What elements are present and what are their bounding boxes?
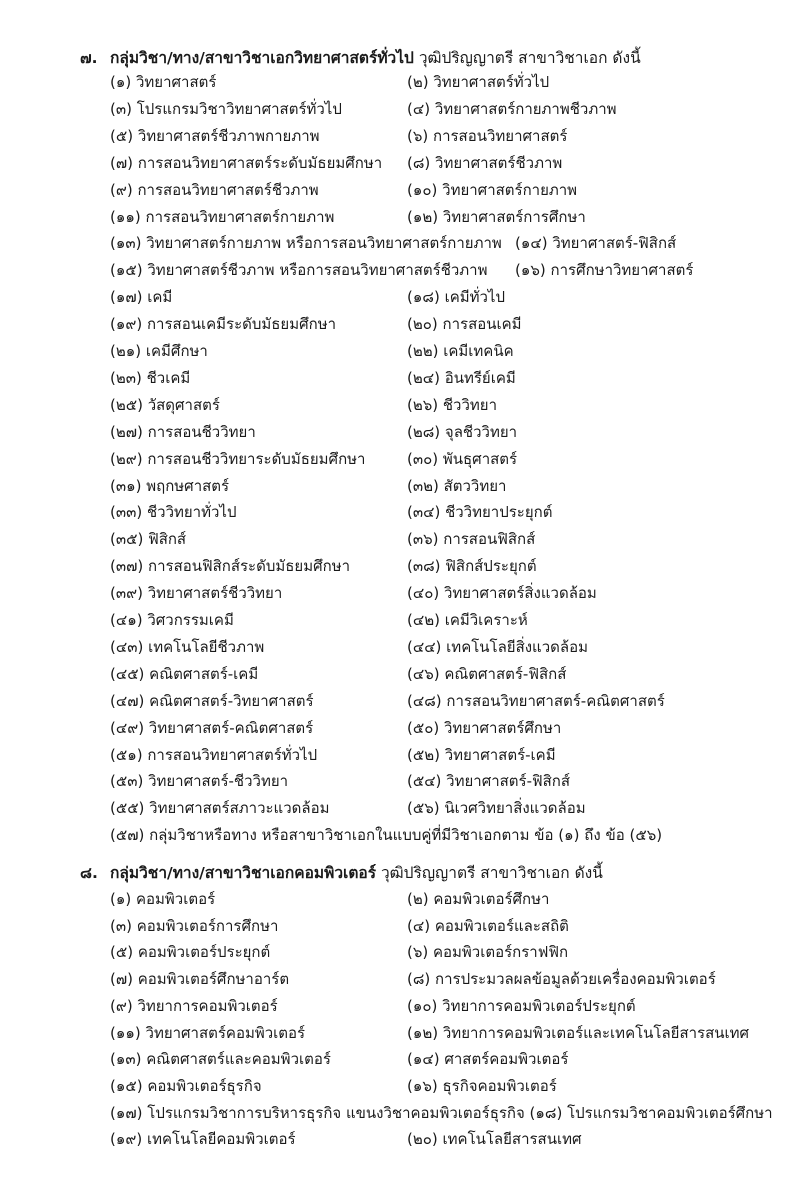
list-item: (๓๔) ชีววิทยาประยุกต์ (407, 503, 553, 522)
list-item: (๔) วิทยาศาสตร์กายภาพชีวภาพ (407, 99, 617, 118)
list-item: (๑๒) วิทยาการคอมพิวเตอร์และเทคโนโลยีสารสนเทศ (407, 1023, 750, 1042)
list-item: (๒๐) เทคโนโลยีสารสนเทศ (407, 1130, 582, 1149)
list-item: (๑๓) วิทยาศาสตร์กายภาพ หรือการสอนวิทยาศาสตร์กายภาพ (110, 234, 502, 253)
list-item: (๕๑) การสอนวิทยาศาสตร์ทั่วไป (110, 745, 318, 764)
list-item: (๑๑) วิทยาศาสตร์คอมพิวเตอร์ (110, 1023, 306, 1042)
list-item: (๔๖) คณิตศาสตร์-ฟิสิกส์ (407, 664, 567, 683)
list-row (110, 150, 790, 177)
list-item: (๑๐) วิทยาศาสตร์กายภาพ (407, 180, 578, 199)
list-item: (๘) วิทยาศาสตร์ชีวภาพ (407, 153, 563, 172)
list-item: (๕๖) นิเวศวิทยาสิ่งแวดล้อม (407, 799, 586, 818)
list-item: (๓๐) พันธุศาสตร์ (407, 449, 518, 468)
list-item: (๒๓) ชีวเคมี (110, 368, 191, 387)
list-item: (๒) คอมพิวเตอร์ศึกษา (407, 890, 550, 908)
list-row (110, 607, 790, 634)
list-row (110, 204, 790, 231)
section-title-bold: กลุ่มวิชา/ทาง/สาขาวิชาเอกคอมพิวเตอร์ (110, 864, 377, 882)
list-item: (๒๗) การสอนชีววิทยา (110, 422, 256, 441)
list-item: (๓๕) ฟิสิกส์ (110, 530, 187, 549)
list-row (110, 795, 790, 822)
list-row (110, 123, 790, 150)
list-row (110, 230, 790, 257)
list-item: (๒๘) จุลชีววิทยา (407, 422, 518, 441)
list-item: (๑๖) การศึกษาวิทยาศาสตร์ (515, 261, 694, 280)
list-row (110, 661, 790, 688)
list-item: (๕) คอมพิวเตอร์ประยุกต์ (110, 943, 271, 962)
list-item: (๓) คอมพิวเตอร์การศึกษา (110, 916, 279, 935)
section-number: ๘. (80, 864, 98, 882)
list-item: (๑๘) เคมีทั่วไป (407, 288, 505, 307)
list-item: (๑๙) การสอนเคมีระดับมัธยมศึกษา (110, 315, 337, 334)
list-item: (๑) วิทยาศาสตร์ (110, 73, 217, 91)
list-row (110, 634, 790, 661)
list-row (110, 886, 790, 913)
list-item: (๒๑) เคมีศึกษา (110, 342, 208, 360)
list-row (110, 1046, 790, 1073)
list-item: (๑๙) เทคโนโลยีคอมพิวเตอร์ (110, 1130, 296, 1149)
list-item: (๓๑) พฤกษศาสตร์ (110, 476, 230, 495)
list-item: (๓๓) ชีววิทยาทั่วไป (110, 503, 237, 522)
list-item: (๔) คอมพิวเตอร์และสถิติ (407, 916, 569, 935)
list-row (110, 939, 790, 966)
list-row (110, 742, 790, 769)
section-title-rest: วุฒิปริญญาตรี สาขาวิชาเอก ดังนี้ (376, 864, 603, 882)
list-item: (๕) วิทยาศาสตร์ชีวภาพกายภาพ (110, 126, 320, 145)
list-item: (๓๖) การสอนฟิสิกส์ (407, 530, 536, 549)
list-item: (๒๕) วัสดุศาสตร์ (110, 395, 220, 414)
list-item: (๔๙) วิทยาศาสตร์-คณิตศาสตร์ (110, 718, 314, 737)
list-row (110, 392, 790, 419)
list-item: (๕๓) วิทยาศาสตร์-ชีววิทยา (110, 772, 289, 791)
list-row (110, 473, 790, 500)
list-item: (๔๒) เคมีวิเคราะห์ (407, 611, 528, 629)
list-item: (๕๒) วิทยาศาสตร์-เคมี (407, 745, 556, 764)
section-8-heading (80, 862, 603, 884)
list-item: (๔๓) เทคโนโลยีชีวภาพ (110, 637, 265, 656)
list-item: (๑๕) วิทยาศาสตร์ชีวภาพ หรือการสอนวิทยาศาสตร์ชีวภาพ (110, 261, 488, 280)
list-item: (๓๘) ฟิสิกส์ประยุกต์ (407, 557, 537, 576)
list-row (110, 1073, 790, 1100)
list-item: (๒๙) การสอนชีววิทยาระดับมัธยมศึกษา (110, 449, 366, 468)
list-row (110, 526, 790, 553)
list-item: (๔๘) การสอนวิทยาศาสตร์-คณิตศาสตร์ (407, 691, 665, 710)
list-item: (๒๒) เคมีเทคนิค (407, 342, 514, 360)
list-row (110, 419, 790, 446)
list-row (110, 338, 790, 365)
list-row (110, 96, 790, 123)
list-row (110, 822, 790, 849)
list-item: (๑๒) วิทยาศาสตร์การศึกษา (407, 207, 586, 226)
list-item: (๓๗) การสอนฟิสิกส์ระดับมัธยมศึกษา (110, 557, 351, 576)
list-item: (๖) การสอนวิทยาศาสตร์ (407, 126, 568, 145)
list-row (110, 913, 790, 940)
list-row (110, 69, 790, 96)
list-item: (๓๒) สัตววิทยา (407, 476, 507, 495)
list-item: (๕๔) วิทยาศาสตร์-ฟิสิกส์ (407, 772, 571, 791)
list-row (110, 768, 790, 795)
list-row (110, 688, 790, 715)
list-item: (๖) คอมพิวเตอร์กราฟฟิก (407, 943, 569, 962)
list-item: (๙) วิทยาการคอมพิวเตอร์ (110, 996, 278, 1015)
list-item: (๔๗) คณิตศาสตร์-วิทยาศาสตร์ (110, 691, 314, 710)
list-item: (๓๙) วิทยาศาสตร์ชีววิทยา (110, 584, 283, 603)
list-row (110, 177, 790, 204)
list-row (110, 284, 790, 311)
list-item: (๗) คอมพิวเตอร์ศึกษาอาร์ต (110, 970, 290, 989)
list-row (110, 715, 790, 742)
list-row (110, 499, 790, 526)
list-item: (๒๔) อินทรีย์เคมี (407, 368, 516, 387)
list-item: (๑๐) วิทยาการคอมพิวเตอร์ประยุกต์ (407, 996, 636, 1015)
list-item: (๑๔) ศาสตร์คอมพิวเตอร์ (407, 1050, 569, 1069)
list-item: (๕๐) วิทยาศาสตร์ศึกษา (407, 718, 562, 737)
list-row (110, 1126, 790, 1153)
list-row (110, 580, 790, 607)
list-row (110, 1100, 790, 1127)
list-item: (๕๕) วิทยาศาสตร์สภาวะแวดล้อม (110, 799, 330, 818)
list-row (110, 311, 790, 338)
list-item: (๑๔) วิทยาศาสตร์-ฟิสิกส์ (515, 234, 677, 253)
list-item: (๔๐) วิทยาศาสตร์สิ่งแวดล้อม (407, 584, 597, 603)
list-item: (๒๐) การสอนเคมี (407, 315, 522, 334)
list-item: (๔๑) วิศวกรรมเคมี (110, 611, 234, 629)
section-title-rest: วุฒิปริญญาตรี สาขาวิชาเอก ดังนี้ (413, 49, 641, 67)
section-number: ๗. (80, 49, 98, 67)
list-row (110, 365, 790, 392)
list-item: (๑๗) โปรแกรมวิชาการบริหารธุรกิจ แขนงวิชาคอมพิวเตอร์ธุรกิจ (๑๘) โปรแกรมวิชาคอมพิวเตอร์ศึกษา (110, 1103, 773, 1122)
list-row (110, 553, 790, 580)
list-item: (๑๗) เคมี (110, 288, 173, 307)
list-item: (๘) การประมวลผลข้อมูลด้วยเครื่องคอมพิวเตอร์ (407, 970, 716, 989)
list-item: (๒) วิทยาศาสตร์ทั่วไป (407, 73, 550, 91)
list-item: (๑๑) การสอนวิทยาศาสตร์กายภาพ (110, 207, 335, 226)
list-item: (๑) คอมพิวเตอร์ (110, 890, 216, 908)
list-item: (๑๓) คณิตศาสตร์และคอมพิวเตอร์ (110, 1050, 331, 1069)
list-item: (๓) โปรแกรมวิชาวิทยาศาสตร์ทั่วไป (110, 99, 342, 118)
list-item: (๔๔) เทคโนโลยีสิ่งแวดล้อม (407, 637, 588, 656)
list-row (110, 993, 790, 1020)
list-item: (๗) การสอนวิทยาศาสตร์ระดับมัธยมศึกษา (110, 153, 383, 172)
list-item: (๒๖) ชีววิทยา (407, 395, 498, 414)
list-row (110, 1020, 790, 1047)
list-item: (๙) การสอนวิทยาศาสตร์ชีวภาพ (110, 180, 319, 199)
list-row (110, 966, 790, 993)
list-item: (๑๖) ธุรกิจคอมพิวเตอร์ (407, 1076, 557, 1095)
section-7-heading (80, 47, 641, 69)
list-item: (๔๕) คณิตศาสตร์-เคมี (110, 664, 259, 683)
list-row (110, 446, 790, 473)
section-title-bold: กลุ่มวิชา/ทาง/สาขาวิชาเอกวิทยาศาสตร์ทั่วไป (110, 49, 414, 67)
list-row (110, 257, 790, 284)
list-item: (๕๗) กลุ่มวิชาหรือทาง หรือสาขาวิชาเอกในแบบคู่ที่มีวิชาเอกตาม ข้อ (๑) ถึง ข้อ (๕๖) (110, 826, 663, 845)
list-item: (๑๕) คอมพิวเตอร์ธุรกิจ (110, 1076, 262, 1095)
